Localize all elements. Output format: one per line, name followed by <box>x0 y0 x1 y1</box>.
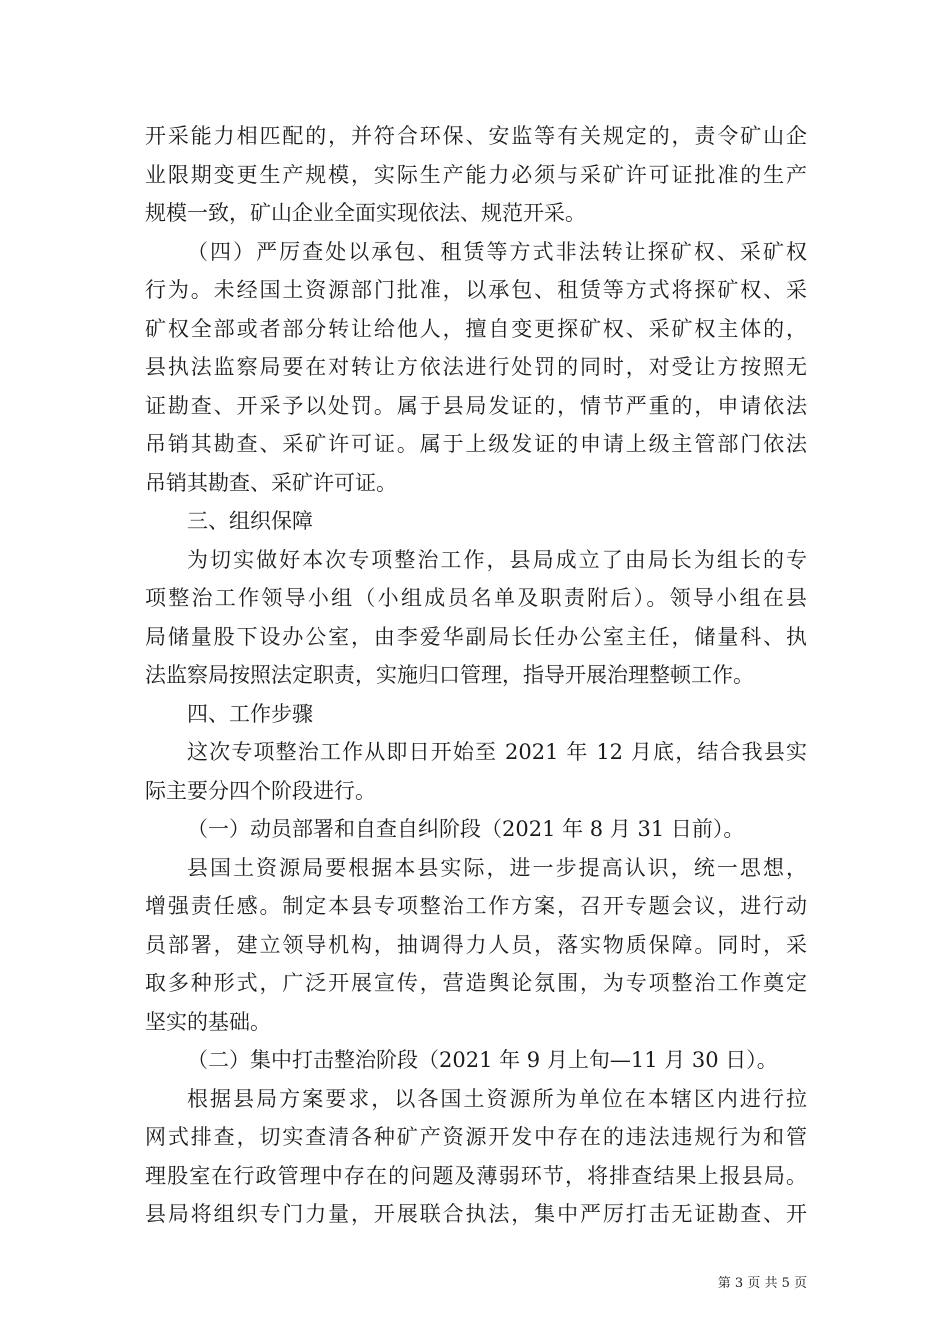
text-line: 增强责任感。制定本县专项整治工作方案，召开专题会议，进行动 <box>145 894 807 918</box>
paragraph-organization <box>145 541 807 695</box>
paragraph-section-four <box>145 233 807 503</box>
heading-organization <box>145 502 807 541</box>
text-line: 坚实的基础。 <box>145 1009 271 1034</box>
text-line: 业限期变更生产规模，实际生产能力必须与采矿许可证批准的生产 <box>145 162 807 187</box>
text-line: 规模一致，矿山企业全面实现依法、规范开采。 <box>145 201 586 225</box>
text-line: 矿权全部或者部分转让给他人，擅自变更探矿权、采矿权主体的， <box>145 316 807 341</box>
text-line: （二）集中打击整治阶段（2021 年 9 月上旬—11 月 30 日）。 <box>187 1048 778 1072</box>
text-line: 局储量股下设办公室，由李爱华副局长任办公室主任，储量科、执 <box>145 624 807 649</box>
paragraph-steps <box>145 733 807 810</box>
text-line: 开采能力相匹配的，并符合环保、安监等有关规定的，责令矿山企 <box>145 124 807 148</box>
text-line: 理股室在行政管理中存在的问题及薄弱环节，将排查结果上报县局。 <box>145 1163 807 1188</box>
text-line: 为切实做好本次专项整治工作，县局成立了由局长为组长的专 <box>187 547 807 572</box>
text-line: 根据县局方案要求，以各国土资源所为单位在本辖区内进行拉 <box>187 1086 807 1111</box>
text-line: 四、工作步骤 <box>187 701 313 726</box>
text-line: 项整治工作领导小组（小组成员名单及职责附后）。领导小组在县 <box>145 586 807 610</box>
heading-stage-one <box>145 810 807 849</box>
text-line: 吊销其勘查、采矿许可证。属于上级发证的申请上级主管部门依法 <box>145 432 807 456</box>
text-line: 县执法监察局要在对转让方依法进行处罚的同时，对受让方按照无 <box>145 355 807 379</box>
text-line: 县国土资源局要根据本县实际，进一步提高认识，统一思想， <box>187 855 807 880</box>
text-line: 取多种形式，广泛开展宣传，营造舆论氛围，为专项整治工作奠定 <box>145 971 807 995</box>
document-body <box>145 117 807 1234</box>
text-line: （四）严厉查处以承包、租赁等方式非法转让探矿权、采矿权 <box>187 239 807 264</box>
text-line: 网式排查，切实查清各种矿产资源开发中存在的违法违规行为和管 <box>145 1125 807 1149</box>
text-line: 这次专项整治工作从即日开始至 2021 年 12 月底，结合我县实 <box>187 740 807 764</box>
paragraph-stage-two <box>145 1080 807 1234</box>
text-line: 行为。未经国土资源部门批准，以承包、租赁等方式将探矿权、采 <box>145 278 807 302</box>
page-number: 第 3 页 共 5 页 <box>717 1276 807 1291</box>
text-line: 证勘查、开采予以处罚。属于县局发证的，情节严重的，申请依法 <box>145 393 807 418</box>
text-line: 吊销其勘查、采矿许可证。 <box>145 470 397 495</box>
heading-steps <box>145 695 807 734</box>
text-line: 三、组织保障 <box>187 509 313 533</box>
text-line: 县局将组织专门力量，开展联合执法，集中严厉打击无证勘查、开 <box>145 1202 807 1226</box>
text-line: （一）动员部署和自查自纠阶段（2021 年 8 月 31 日前）。 <box>187 817 745 841</box>
text-line: 际主要分四个阶段进行。 <box>145 778 376 803</box>
text-line: 员部署，建立领导机构，抽调得力人员，落实物质保障。同时，采 <box>145 932 807 957</box>
paragraph-stage-one <box>145 849 807 1042</box>
paragraph-continued <box>145 117 807 233</box>
heading-stage-two <box>145 1041 807 1080</box>
text-line: 法监察局按照法定职责，实施归口管理，指导开展治理整顿工作。 <box>145 663 754 687</box>
